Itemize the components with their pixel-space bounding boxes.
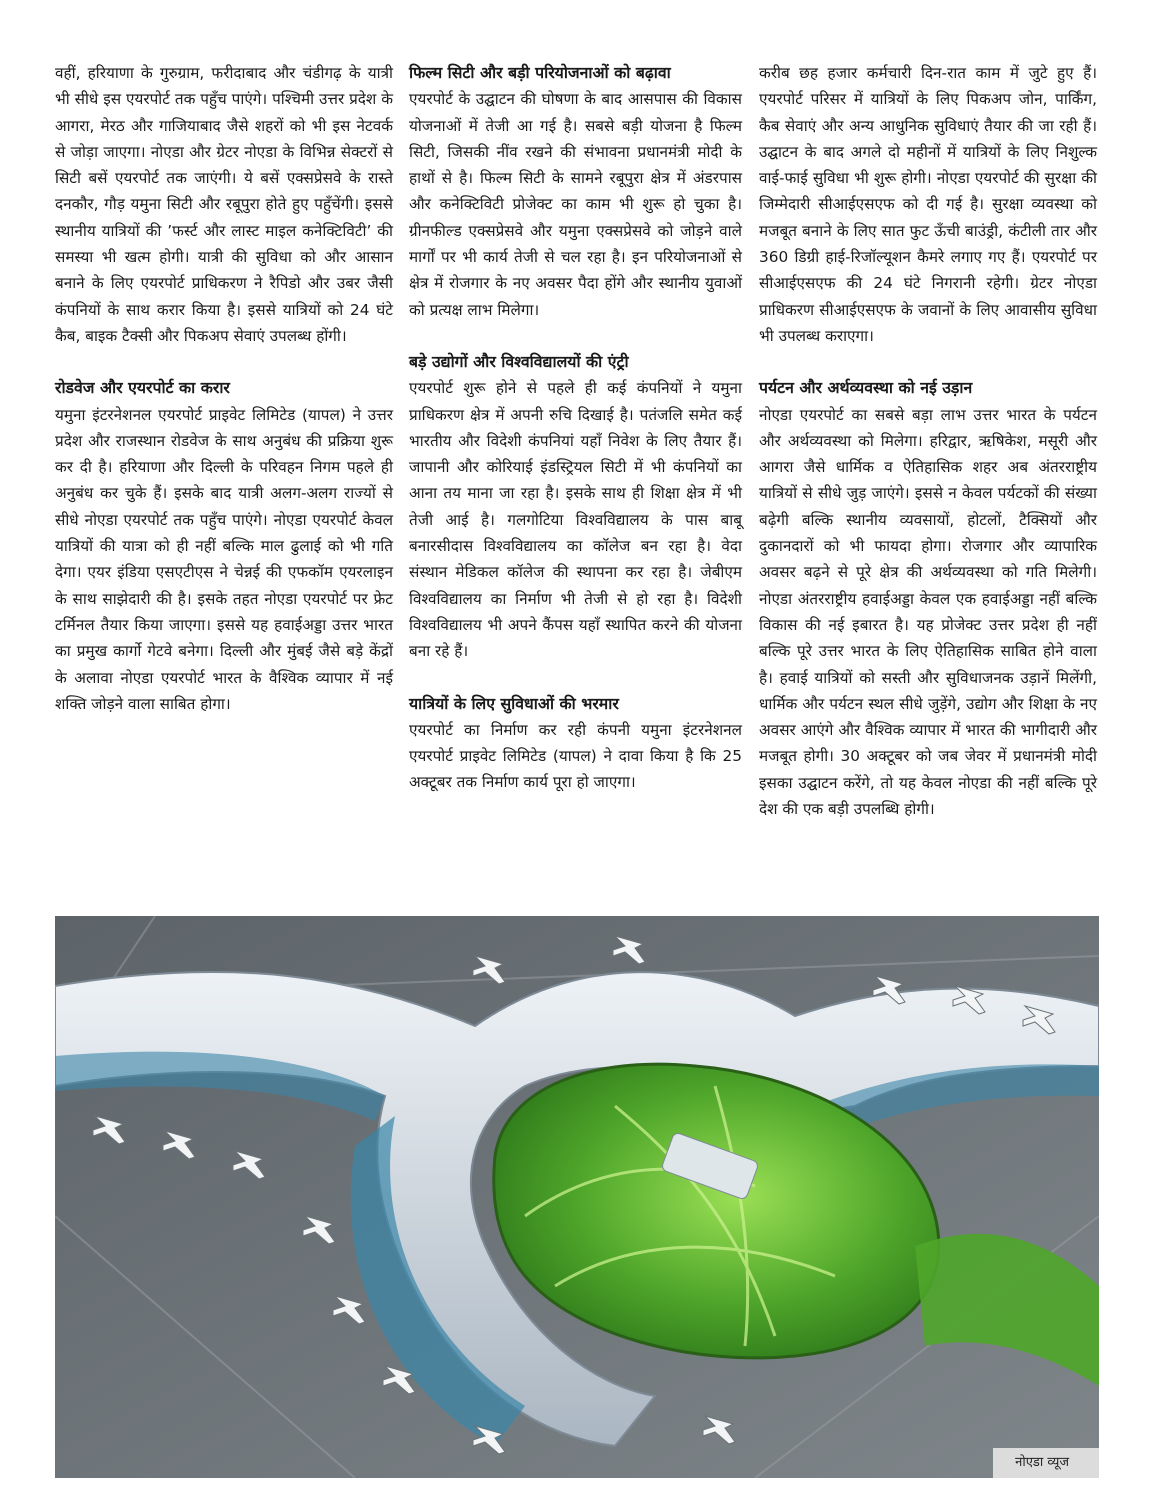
airport-render-illustration (55, 916, 1099, 1478)
article-column-1 (55, 60, 393, 717)
photo-credit: नोएडा व्यूज (993, 1448, 1099, 1478)
col3-paragraph-1: करीब छह हजार कर्मचारी दिन-रात काम में जुटे हुए हैं। एयरपोर्ट परिसर में यात्रियों के लिए पिकअप जोन, पार्किंग, कैब सेवाएं और अन्य आधुनिक सुविधाएं तैयार की जा रही हैं। उद्घाटन के बाद अगले दो महीनों में यात्रियों के लिए निशुल्क वाई-फाई सुविधा भी शुरू होगी। नोएडा एयरपोर्ट की सुरक्षा की जिम्मेदारी सीआईएसएफ को दी गई है। सुरक्षा व्यवस्था को मजबूत बनाने के लिए सात फुट ऊँची बाउंड्री, कंटीली तार और 360 डिग्री हाई-रिजॉल्यूशन कैमरे लगाए गए हैं। एयरपोर्ट पर सीआईएसएफ की 24 घंटे निगरानी रहेगी। ग्रेटर नोएडा प्राधिकरण सीआईएसएफ के जवानों के लिए आवासीय सुविधा भी उपलब्ध कराएगा। (759, 64, 1097, 345)
col2-paragraph-2: एयरपोर्ट शुरू होने से पहले ही कई कंपनियों ने यमुना प्राधिकरण क्षेत्र में अपनी रुचि दिखाई है। पतंजलि समेत कई भारतीय और विदेशी कंपनियां यहाँ निवेश के लिए तैयार हैं। जापानी और कोरियाई इंडस्ट्रियल सिटी में भी कंपनियों का आना तय माना जा रहा है। इसके साथ ही शिक्षा क्षेत्र में भी तेजी आई है। गलगोटिया विश्वविद्यालय के पास बाबू बनारसीदास विश्वविद्यालय का कॉलेज बन रहा है। वेदा संस्थान मेडिकल कॉलेज की स्थापना कर रहा है। जेबीएम विश्वविद्यालय का निर्माण भी तेजी से हो रहा है। विदेशी विश्वविद्यालय भी अपने कैंपस यहाँ स्थापित करने की योजना बना रहे हैं। (409, 379, 742, 661)
col1-paragraph-1: वहीं, हरियाणा के गुरुग्राम, फरीदाबाद और चंडीगढ़ के यात्री भी सीधे इस एयरपोर्ट तक पहुँच पाएंगे। पश्चिमी उत्तर प्रदेश के आगरा, मेरठ और गाजियाबाद जैसे शहरों को भी इस नेटवर्क से जोड़ा जाएगा। नोएडा और ग्रेटर नोएडा के विभिन्न सेक्टरों से सिटी बसें एयरपोर्ट तक जाएंगी। ये बसें एक्सप्रेसवे के रास्ते दनकौर, गौड़ यमुना सिटी और रबूपुरा होते हुए पहुँचेंगी। इससे स्थानीय यात्रियों की ’फर्स्ट और लास्ट माइल कनेक्टिविटी’ की समस्या भी खत्म होगी। यात्री की सुविधा को और आसान बनाने के लिए एयरपोर्ट प्राधिकरण ने रैपिडो और उबर जैसी कंपनियों के साथ करार किया है। इससे यात्रियों को 24 घंटे कैब, बाइक टैक्सी और पिकअप सेवाएं उपलब्ध होंगी। (55, 64, 393, 345)
col2-heading-industries: बड़े उद्योगों और विश्वविद्यालयों की एंट्री (409, 351, 629, 371)
col3-heading-tourism: पर्यटन और अर्थव्यवस्था को नई उड़ान (759, 378, 973, 398)
col2-heading-facilities: यात्रियों के लिए सुविधाओं की भरमार (409, 693, 619, 713)
col2-paragraph-1: एयरपोर्ट के उद्घाटन की घोषणा के बाद आसपास की विकास योजनाओं में तेजी आ गई है। सबसे बड़ी योजना है फिल्म सिटी, जिसकी नींव रखने की संभावना प्रधानमंत्री मोदी के हाथों से है। फिल्म सिटी के सामने रबूपुरा क्षेत्र में अंडरपास और कनेक्टिविटी प्रोजेक्ट का काम भी शुरू हो चुका है। ग्रीनफील्ड एक्सप्रेसवे और यमुना एक्सप्रेसवे को जोड़ने वाले मार्गों पर भी कार्य तेजी से चल रहा है। इन परियोजनाओं से क्षेत्र में रोजगार के नए अवसर पैदा होंगे और स्थानीय युवाओं को प्रत्यक्ष लाभ मिलेगा। (409, 90, 742, 319)
col1-paragraph-2: यमुना इंटरनेशनल एयरपोर्ट प्राइवेट लिमिटेड (यापल) ने उत्तर प्रदेश और राजस्थान रोडवेज के साथ अनुबंध की प्रक्रिया शुरू कर दी है। हरियाणा और दिल्ली के परिवहन निगम पहले ही अनुबंध कर चुके हैं। इसके बाद यात्री अलग-अलग राज्यों से सीधे नोएडा एयरपोर्ट तक पहुँच पाएंगे। नोएडा एयरपोर्ट केवल यात्रियों की यात्रा को ही नहीं बल्कि माल ढुलाई को भी गति देगा। एयर इंडिया एसएटीएस ने चेन्नई की एफकॉम एयरलाइन के साथ साझेदारी की है। इसके तहत नोएडा एयरपोर्ट पर फ्रेट टर्मिनल तैयार किया जाएगा। इससे यह हवाईअड्डा उत्तर भारत का प्रमुख कार्गो गेटवे बनेगा। दिल्ली और मुंबई जैसे बड़े केंद्रों के अलावा नोएडा एयरपोर्ट भारत के वैश्विक व्यापार में नई शक्ति जोड़ने वाला साबित होगा। (55, 405, 393, 713)
col1-heading-roadways: रोडवेज और एयरपोर्ट का करार (55, 378, 230, 398)
col2-paragraph-3: एयरपोर्ट का निर्माण कर रही कंपनी यमुना इंटरनेशनल एयरपोर्ट प्राइवेट लिमिटेड (यापल) ने दावा किया है कि 25 अक्टूबर तक निर्माण कार्य पूरा हो जाएगा। (409, 720, 742, 792)
airport-aerial-photo (55, 916, 1099, 1478)
article-column-3 (759, 60, 1097, 822)
article-column-2 (409, 60, 742, 796)
col2-heading-film-city: फिल्म सिटी और बड़ी परियोजनाओं को बढ़ावा (409, 63, 671, 82)
col3-paragraph-2: नोएडा एयरपोर्ट का सबसे बड़ा लाभ उत्तर भारत के पर्यटन और अर्थव्यवस्था को मिलेगा। हरिद्वार, ऋषिकेश, मसूरी और आगरा जैसे धार्मिक व ऐतिहासिक शहर अब अंतरराष्ट्रीय यात्रियों से सीधे जुड़ जाएंगे। इससे न केवल पर्यटकों की संख्या बढ़ेगी बल्कि स्थानीय व्यवसायों, होटलों, टैक्सियों और दुकानदारों को भी फायदा होगा। रोजगार और व्यापारिक अवसर बढ़ने से पूरे क्षेत्र की अर्थव्यवस्था को गति मिलेगी। नोएडा अंतरराष्ट्रीय हवाईअड्डा केवल एक हवाईअड्डा नहीं बल्कि विकास की नई इबारत है। यह प्रोजेक्ट उत्तर प्रदेश ही नहीं बल्कि पूरे उत्तर भारत के लिए ऐतिहासिक साबित होने वाला है। हवाई यात्रियों को सस्ती और सुविधाजनक उड़ानें मिलेंगी, धार्मिक और पर्यटन स्थल सीधे जुड़ेंगे, उद्योग और शिक्षा के नए अवसर आएंगे और वैश्विक व्यापार में भारत की भागीदारी और मजबूत होगी। 30 अक्टूबर को जब जेवर में प्रधानमंत्री मोदी इसका उद्घाटन करेंगे, तो यह केवल नोएडा की नहीं बल्कि पूरे देश की एक बड़ी उपलब्धि होगी। (759, 405, 1097, 819)
